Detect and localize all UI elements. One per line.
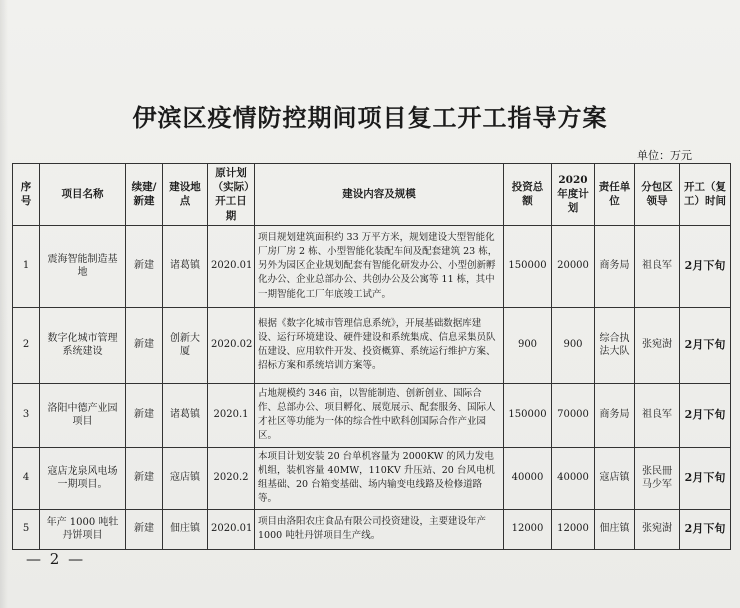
cell-name: 寇店龙泉风电场一期项目。 xyxy=(40,447,126,509)
cell-plan: 12000 xyxy=(552,509,595,549)
table-row xyxy=(13,307,731,383)
table-row xyxy=(13,509,731,549)
cell-type: 新建 xyxy=(126,509,163,549)
cell-investment: 150000 xyxy=(504,383,552,447)
cell-content: 项目规划建筑面积约 33 万平方米，规划建设大型智能化厂房厂房 2 栋、小型智能化装配车间及配套建筑 23 栋，另外为园区企业规划配套有智能化研发办公、小型创新孵化办公、企业总部办公、共创办公及公寓等 11 栋，其中一期智能化工厂年底竣工试产。 xyxy=(255,225,504,307)
cell-type: 新建 xyxy=(126,383,163,447)
cell-location: 诸葛镇 xyxy=(163,225,208,307)
cell-leader: 张宛澍 xyxy=(635,509,680,549)
cell-dept: 佃庄镇 xyxy=(595,509,635,549)
cell-name: 洛阳中德产业园项目 xyxy=(40,383,126,447)
cell-time: 2月下旬 xyxy=(680,509,731,549)
cell-dept: 寇店镇 xyxy=(595,447,635,509)
header-leader: 分包区领导 xyxy=(635,164,680,226)
table-row xyxy=(13,225,731,307)
cell-location: 佃庄镇 xyxy=(163,509,208,549)
cell-time: 2月下旬 xyxy=(680,307,731,383)
header-type: 续建/新建 xyxy=(126,164,163,226)
table-header-row xyxy=(13,164,731,226)
cell-investment: 40000 xyxy=(504,447,552,509)
cell-date: 2020.2 xyxy=(208,447,255,509)
cell-leader: 祖良军 xyxy=(635,383,680,447)
cell-content: 占地规模约 346 亩，以智能制造、创新创业、国际合作、总部办公、项目孵化、展览展示、配套服务、国际人才社区等功能为一体的综合性中欧科创国际合作产业园区。 xyxy=(255,383,504,447)
cell-type: 新建 xyxy=(126,447,163,509)
table-row xyxy=(13,383,731,447)
cell-plan: 900 xyxy=(552,307,595,383)
cell-time: 2月下旬 xyxy=(680,383,731,447)
cell-no: 2 xyxy=(13,307,40,383)
cell-dept: 综合执法大队 xyxy=(595,307,635,383)
cell-name: 数字化城市管理系统建设 xyxy=(40,307,126,383)
cell-plan: 70000 xyxy=(552,383,595,447)
header-location: 建设地点 xyxy=(163,164,208,226)
cell-dept: 商务局 xyxy=(595,383,635,447)
header-time: 开工（复工）时间 xyxy=(680,164,731,226)
table-row xyxy=(13,447,731,509)
cell-content: 根据《数字化城市管理信息系统》，开展基础数据库建设、运行环境建设、硬件建设和系统集成、信息采集员队伍建设、应用软件开发、投资概算、系统运行维护方案、招标方案和系统培训方案等。 xyxy=(255,307,504,383)
cell-date: 2020.01 xyxy=(208,509,255,549)
cell-time: 2月下旬 xyxy=(680,447,731,509)
header-dept: 责任单位 xyxy=(595,164,635,226)
project-table xyxy=(12,163,731,550)
header-plan: 2020 年度计划 xyxy=(552,164,595,226)
cell-investment: 150000 xyxy=(504,225,552,307)
cell-date: 2020.02 xyxy=(208,307,255,383)
document-title: 伊滨区疫情防控期间项目复工开工指导方案 xyxy=(132,103,608,132)
header-content: 建设内容及规模 xyxy=(255,164,504,226)
cell-name: 震海智能制造基地 xyxy=(40,225,126,307)
cell-content: 本项目计划安装 20 台单机容量为 2000KW 的风力发电机组，装机容量 40MW，110KV 升压站、20 台风电机组基础、20 台箱变基础、场内输变电线路及检修道路等。 xyxy=(255,447,504,509)
cell-no: 3 xyxy=(13,383,40,447)
cell-content: 项目由洛阳农庄食品有限公司投资建设，主要建设年产1000 吨牡丹饼项目生产线。 xyxy=(255,509,504,549)
cell-type: 新建 xyxy=(126,225,163,307)
header-name: 项目名称 xyxy=(40,164,126,226)
cell-date: 2020.1 xyxy=(208,383,255,447)
header-investment: 投资总额 xyxy=(504,164,552,226)
header-no: 序号 xyxy=(13,164,40,226)
cell-type: 新建 xyxy=(126,307,163,383)
cell-dept: 商务局 xyxy=(595,225,635,307)
cell-no: 1 xyxy=(13,225,40,307)
cell-location: 寇店镇 xyxy=(163,447,208,509)
unit-label: 单位：万元 xyxy=(637,149,692,162)
page-edge-shadow xyxy=(0,0,8,608)
cell-plan: 40000 xyxy=(552,447,595,509)
cell-leader: 张民冊马少军 xyxy=(635,447,680,509)
cell-no: 5 xyxy=(13,509,40,549)
cell-investment: 12000 xyxy=(504,509,552,549)
cell-leader: 祖良军 xyxy=(635,225,680,307)
cell-leader: 张宛澍 xyxy=(635,307,680,383)
header-date: 原计划（实际）开工日期 xyxy=(208,164,255,226)
page-number: — 2 — xyxy=(26,550,86,568)
cell-date: 2020.01 xyxy=(208,225,255,307)
cell-plan: 20000 xyxy=(552,225,595,307)
cell-no: 4 xyxy=(13,447,40,509)
cell-name: 年产 1000 吨牡丹饼项目 xyxy=(40,509,126,549)
cell-location: 创新大厦 xyxy=(163,307,208,383)
cell-location: 诸葛镇 xyxy=(163,383,208,447)
cell-time: 2月下旬 xyxy=(680,225,731,307)
cell-investment: 900 xyxy=(504,307,552,383)
